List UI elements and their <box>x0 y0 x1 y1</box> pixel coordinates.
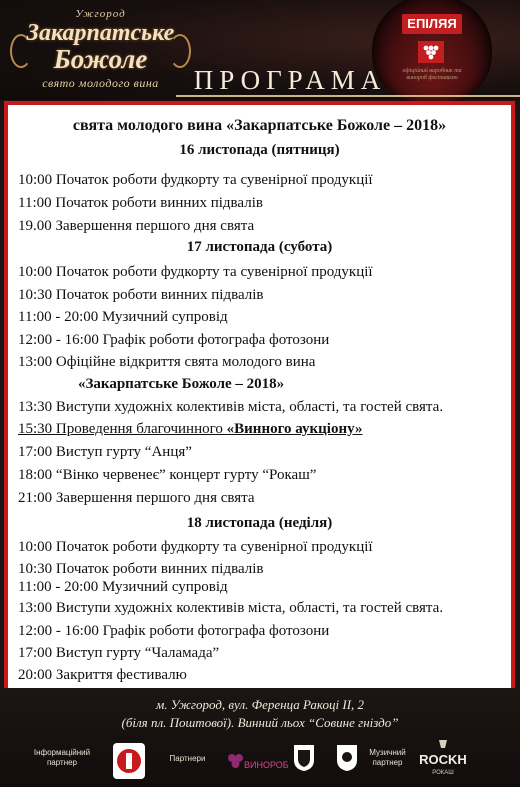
schedule-item: 10:00 Початок роботи фудкорту та сувенірної продукції <box>18 539 373 555</box>
schedule-card <box>4 101 515 692</box>
address-line2: (біля пл. Поштової). Винний льох “Совине гніздо” <box>121 715 399 730</box>
auction-item-text: 15:30 Проведення благочинного <box>18 421 227 437</box>
region-coat-of-arms-icon <box>336 744 358 772</box>
day-heading-17: 17 листопада (субота) <box>186 239 333 255</box>
music-partner-label: Музичний партнер <box>369 748 406 767</box>
schedule-item: 17:00 Виступ гурту “Чаламада” <box>18 645 220 661</box>
schedule-item: 13:30 Виступи художніх колективів міста, області, та гостей свята. <box>18 399 444 415</box>
info-partner-label: Інформаційний партнер <box>33 748 91 767</box>
footer <box>0 688 520 787</box>
logo-title-line1: Закарпатське <box>26 20 175 46</box>
schedule-item: 10:00 Початок роботи фудкорту та сувенірної продукції <box>18 172 373 188</box>
auction-item <box>8 421 511 438</box>
schedule-item: 11:00 - 20:00 Музичний супровід <box>18 309 228 325</box>
winery-logo-icon <box>222 746 289 780</box>
logo-city: Ужгород <box>75 8 126 20</box>
day-heading-16: 16 листопада (пятниця) <box>179 142 340 158</box>
schedule-item: 19.00 Завершення першого дня свята <box>18 218 255 234</box>
title-underline <box>176 95 520 97</box>
schedule-item: 17:00 Виступ гурту “Анця” <box>18 444 192 460</box>
festival-logo <box>8 4 193 92</box>
rockash-logo-text: ROCKH <box>419 752 467 767</box>
header-banner <box>0 0 520 100</box>
schedule-item: 11:00 Початок роботи винних підвалів <box>18 195 263 211</box>
schedule-item: 18:00 “Вінко червенеє” концерт гурту “Рокаш” <box>18 467 317 483</box>
opening-event-name: «Закарпатське Божоле – 2018» <box>78 376 285 392</box>
logo-title-line2: Божоле <box>53 44 148 74</box>
rockash-logo-sub: РОКАШ <box>432 770 454 776</box>
tv-channel-logo-icon <box>112 742 146 780</box>
schedule-item: 12:00 - 16:00 Графік роботи фотографа фотозони <box>18 623 330 639</box>
day-heading-18: 18 листопада (неділя) <box>186 515 333 531</box>
schedule-item: 10:00 Початок роботи фудкорту та сувенірної продукції <box>18 264 373 280</box>
schedule-item: 10:30 Початок роботи винних підвалів <box>18 287 264 303</box>
logo-subtitle: свято молодого вина <box>42 76 159 90</box>
auction-name: «Винного аукціону» <box>226 421 363 437</box>
page-title: ПРОГРАМА <box>193 65 387 95</box>
partners-label: Партнери <box>169 754 206 763</box>
sponsor-logo-badge: ЕПІЛЯЯ <box>402 14 462 34</box>
schedule-item: 13:00 Виступи художніх колективів міста, області, та гостей свята. <box>18 600 444 616</box>
schedule-item: 20:00 Закриття фестивалю <box>18 667 187 683</box>
schedule-item: 21:00 Завершення першого дня свята <box>18 490 255 506</box>
city-coat-of-arms-icon <box>293 744 315 772</box>
event-title: свята молодого вина «Закарпатське Божоле – 2018» <box>72 117 447 134</box>
schedule-item: 12:00 - 16:00 Графік роботи фотографа фотозони <box>18 332 330 348</box>
address-line1: м. Ужгород, вул. Ференца Ракоці ІІ, 2 <box>155 697 365 712</box>
winery-logo-text: ВИНОРОБ <box>244 760 289 770</box>
schedule-item: 11:00 - 20:00 Музичний супровід <box>18 579 228 595</box>
grape-icon <box>417 40 445 64</box>
glass-caption: офіційний виробник та винороб фестивалю <box>402 68 462 81</box>
schedule-item: 10:30 Початок роботи винних підвалів <box>18 561 264 577</box>
rockash-logo-icon <box>417 736 469 780</box>
schedule-item: 13:00 Офіційне відкриття свята молодого вина <box>18 354 316 370</box>
